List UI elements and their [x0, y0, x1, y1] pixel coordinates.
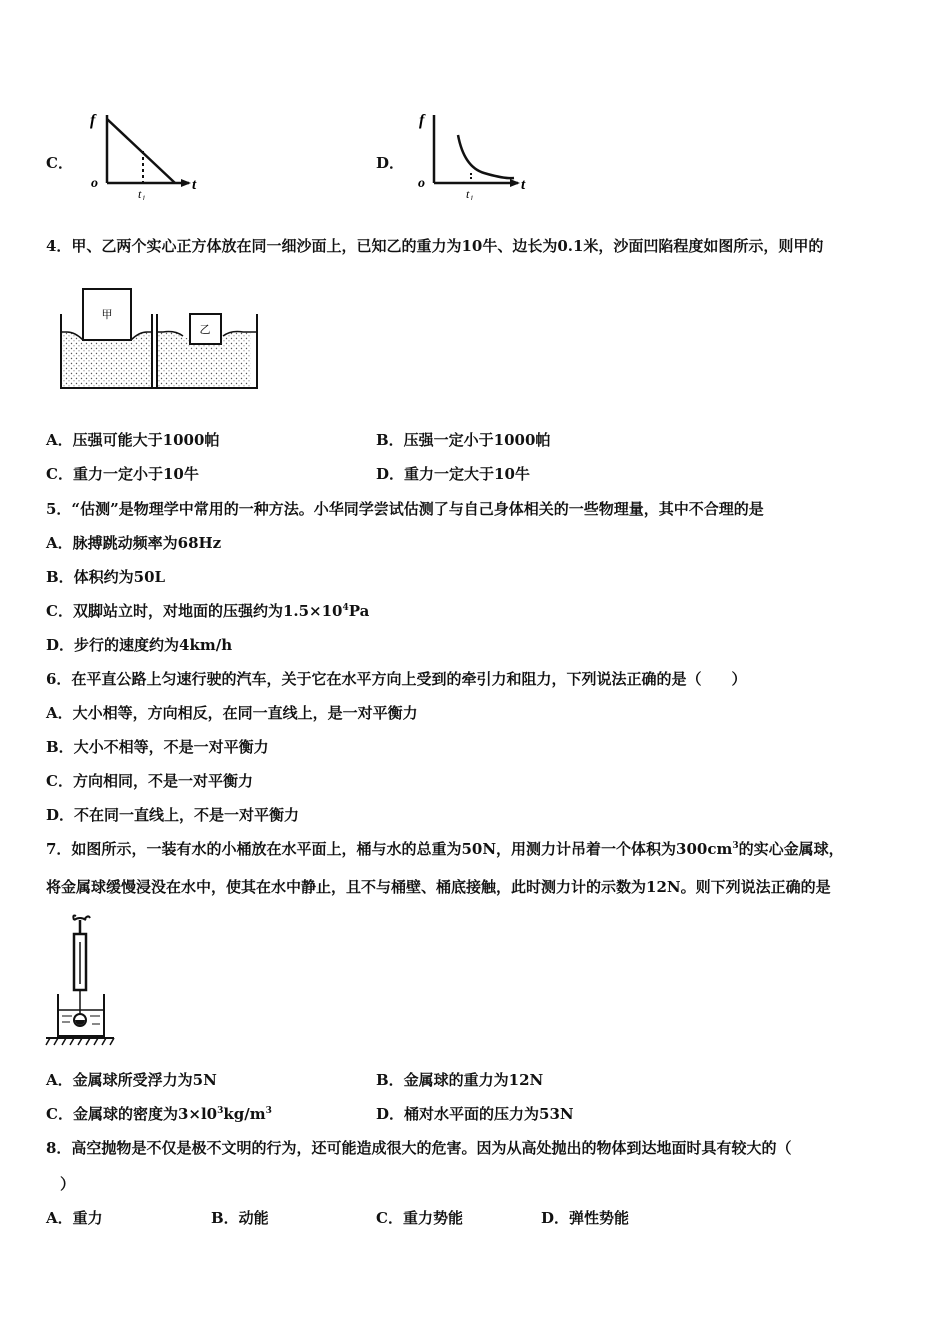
q7-option-d: D．桶对水平面的压力为53N [376, 1105, 574, 1123]
graph-c-axis-f: f [90, 112, 96, 129]
q8-option-c: C．重力势能 [376, 1209, 463, 1227]
q4-fig-label-jia: 甲 [101, 308, 113, 321]
graph-d-tick: t₁ [466, 187, 474, 200]
q4-sand-figure [55, 282, 265, 394]
q7-spring-scale-figure [44, 912, 116, 1052]
q6-stem: 6．在平直公路上匀速行驶的汽车，关于它在水平方向上受到的牵引力和阻力，下列说法正确的是（ ） [46, 670, 747, 688]
graph-d [414, 105, 534, 200]
q8-stem-continuation: ） [60, 1175, 76, 1193]
q7-option-a: A．金属球所受浮力为5N [46, 1071, 217, 1089]
q5-option-b: B．体积约为50L [46, 568, 166, 586]
graph-d-axis-t: t [521, 177, 526, 193]
q4-option-d: D．重力一定大于10牛 [376, 465, 530, 483]
option-d-label: D． [376, 154, 405, 172]
q8-stem: 8．高空抛物是不仅是极不文明的行为，还可能造成很大的危害。因为从高处抛出的物体到达地面时具有较大的（ [46, 1139, 792, 1157]
graph-c [85, 105, 205, 200]
q8-option-a: A．重力 [46, 1209, 103, 1227]
q4-stem: 4．甲、乙两个实心正方体放在同一细沙面上，已知乙的重力为10牛、边长为0.1米，沙面凹陷程度如图所示，则甲的 [46, 237, 824, 255]
graph-d-origin: o [418, 176, 425, 191]
q5-option-a: A．脉搏跳动频率为68Hz [46, 534, 222, 552]
q4-fig-label-yi: 乙 [199, 323, 211, 336]
q4-option-b: B．压强一定小于1000帕 [376, 431, 551, 449]
q6-option-c: C．方向相同，不是一对平衡力 [46, 772, 253, 790]
option-c-label: C． [46, 154, 73, 172]
q6-option-a: A．大小相等，方向相反，在同一直线上，是一对平衡力 [46, 704, 418, 722]
q5-option-c: C．双脚站立时，对地面的压强约为$1.5\times 10^4Pa$ [46, 602, 370, 620]
q4-option-c: C．重力一定小于10牛 [46, 465, 199, 483]
q5-option-d: D．步行的速度约为4km/h [46, 636, 233, 654]
q6-option-b: B．大小不相等，不是一对平衡力 [46, 738, 269, 756]
q8-option-b: B．动能 [211, 1209, 269, 1227]
graph-c-axis-t: t [192, 177, 197, 193]
q6-option-d: D．不在同一直线上，不是一对平衡力 [46, 806, 300, 824]
q8-option-d: D．弹性势能 [541, 1209, 630, 1227]
graph-c-tick: t₁ [138, 187, 146, 200]
q7-stem-line1: 7．如图所示，一装有水的小桶放在水平面上，桶与水的总重为50N，用测力计吊着一个体积为$300cm^3$的实心金属球， [46, 840, 844, 858]
q7-stem-line2: 将金属球缓慢浸没在水中，使其在水中静止，且不与桶壁、桶底接触，此时测力计的示数为12N。则下列说法正确的是 [46, 878, 831, 896]
q4-option-a: A．压强可能大于1000帕 [46, 431, 220, 449]
q5-stem: 5．“估测”是物理学中常用的一种方法。小华同学尝试估测了与自己身体相关的一些物理量，其中不合理的是 [46, 500, 764, 518]
q7-option-c: C．金属球的密度为$3\times l0^3kg/m^3$ [46, 1105, 272, 1123]
graph-c-origin: o [91, 176, 98, 191]
graph-d-axis-f: f [419, 112, 425, 129]
q7-option-b: B．金属球的重力为12N [376, 1071, 544, 1089]
